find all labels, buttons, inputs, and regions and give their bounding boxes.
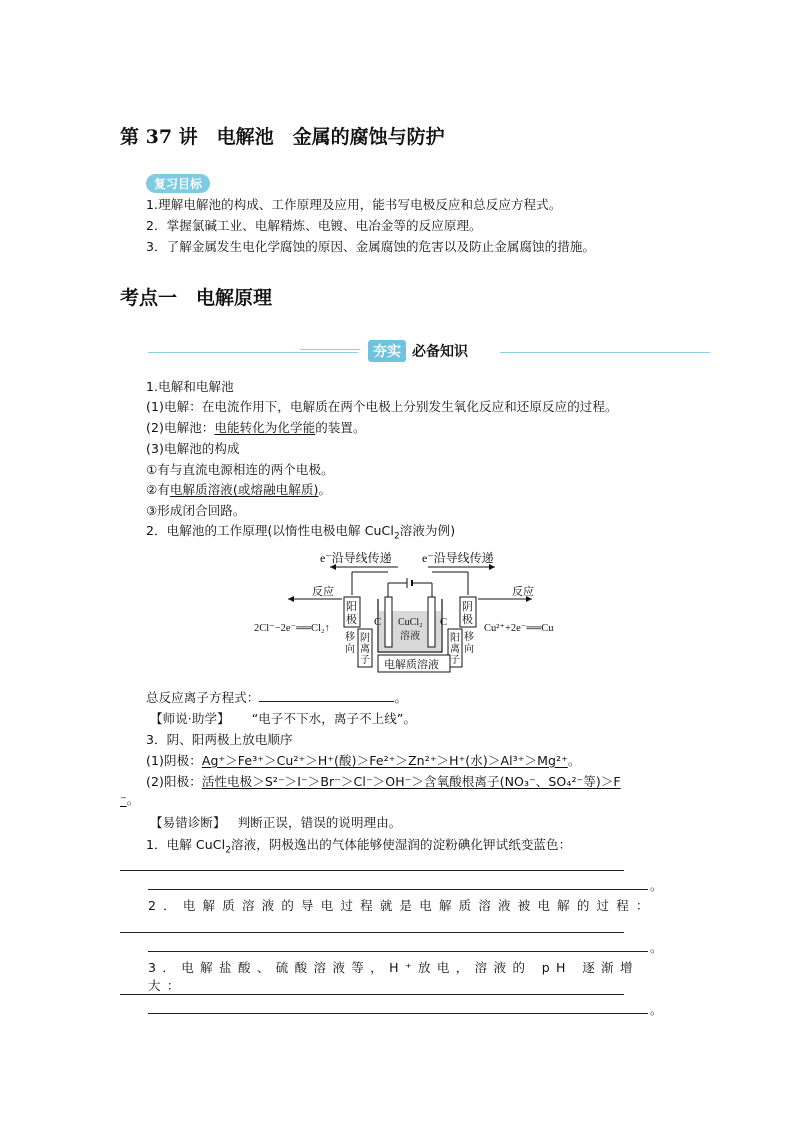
cathode-label-2: 极 (462, 614, 473, 626)
cation-label-1: 阳 (450, 633, 460, 644)
para-2-post: 的装置。 (315, 420, 366, 435)
goal-2: 2．掌握氯碱工业、电解精炼、电镀、电冶金等的反应原理。 (146, 218, 482, 233)
total-blank (259, 690, 394, 702)
total-end: 。 (394, 690, 408, 705)
anode-order (146, 772, 621, 790)
cathode-label-1: 阴 (462, 601, 473, 613)
move-left-2: 向 (345, 644, 355, 655)
react-right-label: 反应 (512, 586, 534, 598)
anode-order-pre: (2)阳极： (146, 774, 202, 789)
banner-rule-left-2 (300, 349, 360, 350)
tip-text: “电子不下水，离子不上线”。 (251, 711, 417, 726)
anion-label-1: 阴 (360, 633, 370, 644)
para-2-answer: 电能转化为化学能 (214, 420, 316, 435)
total-label: 总反应离子方程式： (146, 690, 260, 705)
para-3: (3)电解池的构成 (146, 441, 240, 456)
para-2 (146, 418, 366, 436)
banner-rule-left (148, 352, 358, 353)
question-1-sub: 2 (225, 845, 232, 856)
diagnosis-intro: 判断正误，错误的说明理由。 (237, 815, 402, 830)
anode-equation: 2Cl⁻−2e⁻══Cl₂↑ (254, 623, 330, 634)
answer-line-3a[interactable] (120, 994, 624, 995)
banner-rule-right (500, 352, 710, 353)
c-right-label: C (440, 616, 448, 628)
move-right-2: 向 (464, 644, 474, 655)
question-2 (148, 896, 668, 914)
move-left-1: 移 (345, 632, 355, 643)
review-badge: 复习目标 (146, 174, 210, 193)
answer-line-1a[interactable] (120, 870, 624, 871)
heading-2 (146, 521, 455, 542)
heading-3: 3．阴、阳两极上放电顺序 (146, 732, 293, 747)
condition-2-post: 。 (318, 482, 332, 497)
e-flow-right-label: e⁻沿导线传递 (422, 551, 494, 565)
tip-label: 【师说·助学】 (150, 711, 230, 726)
heading-2-sub: 2 (393, 531, 400, 542)
banner-tag: 夯实 (368, 340, 406, 362)
tip-line (150, 709, 416, 727)
heading-2-post: 溶液为例) (399, 523, 456, 538)
anion-label-3: 子 (360, 655, 370, 666)
anion-label-2: 离 (360, 644, 370, 655)
react-left-label: 反应 (312, 586, 334, 598)
condition-2 (146, 480, 331, 498)
answer-end-3: 。 (650, 1002, 663, 1017)
cathode-rod (428, 597, 435, 647)
bottom-label: 电解质溶液 (384, 659, 439, 671)
heading-2-pre: 2．电解池的工作原理(以惰性电极电解 CuCl (146, 523, 394, 538)
answer-end-1: 。 (650, 878, 663, 893)
anode-rod (385, 597, 392, 647)
cation-label-3: 子 (450, 655, 460, 666)
anode-label-1: 阳 (346, 601, 357, 613)
question-3 (148, 958, 668, 994)
anode-order-end: 。 (126, 792, 140, 807)
e-flow-left-label: e⁻沿导线传递 (320, 551, 392, 565)
diagnosis-head (150, 813, 401, 831)
solution-label-2: 溶液 (400, 631, 420, 642)
banner (368, 340, 500, 362)
anode-order-cont-answer: ⁻ (120, 792, 127, 807)
react-left-arrowhead (288, 596, 294, 602)
answer-line-2b[interactable] (148, 951, 648, 952)
anode-order-cont (120, 790, 139, 808)
diagnosis-label: 【易错诊断】 (150, 815, 226, 830)
solution-label-1: CuCl₂ (398, 617, 423, 628)
total-equation (146, 688, 407, 706)
para-1: (1)电解：在电流作用下，电解质在两个电极上分别发生氧化反应和还原反应的过程。 (146, 399, 618, 414)
lesson-title: 第 37 讲 电解池 金属的腐蚀与防护 (120, 126, 445, 148)
goal-3: 3．了解金属发生电化学腐蚀的原因、金属腐蚀的危害以及防止金属腐蚀的措施。 (146, 239, 596, 254)
cathode-order-pre: (1)阴极： (146, 753, 202, 768)
section-title: 考点一 电解原理 (120, 287, 273, 309)
cathode-order-post: 。 (567, 753, 581, 768)
answer-end-2: 。 (650, 940, 663, 955)
question-1-pre: 1．电解 CuCl (146, 837, 226, 852)
condition-3: ③形成闭合回路。 (146, 503, 246, 518)
cathode-order (146, 751, 580, 769)
anode-order-answer: 活性电极＞S²⁻＞I⁻＞Br⁻＞Cl⁻＞OH⁻＞含氧酸根离子(NO₃⁻、SO₄²⁻等)＞F (201, 774, 621, 789)
move-right-1: 移 (464, 632, 474, 643)
cathode-order-answer: Ag⁺＞Fe³⁺＞Cu²⁺＞H⁺(酸)＞Fe²⁺＞Zn²⁺＞H⁺(水)＞Al³⁺＞Mg²⁺ (201, 753, 568, 768)
para-2-pre: (2)电解池： (146, 420, 215, 435)
question-1-post: 溶液，阴极逸出的气体能够使湿润的淀粉碘化钾试纸变蓝色： (231, 837, 572, 852)
c-left-label: C (374, 616, 382, 628)
goal-1: 1.理解电解池的构成、工作原理及应用，能书写电极反应和总反应方程式。 (146, 197, 562, 212)
electrolysis-diagram (250, 545, 570, 675)
question-3-text: 3．电解盐酸、硫酸溶液等，H⁺放电，溶液的 pH 逐渐增大： (148, 960, 639, 993)
condition-2-answer: 电解质溶液(或熔融电解质) (169, 482, 319, 497)
condition-1: ①有与直流电源相连的两个电极。 (146, 462, 334, 477)
cathode-equation: Cu²⁺+2e⁻══Cu (484, 623, 554, 634)
question-2-text: 2．电解质溶液的导电过程就是电解质溶液被电解的过程： (148, 898, 656, 913)
condition-2-pre: ②有 (146, 482, 170, 497)
answer-line-3b[interactable] (148, 1013, 648, 1014)
anode-label-2: 极 (346, 614, 357, 626)
heading-1: 1.电解和电解池 (146, 379, 234, 394)
banner-label: 必备知识 (412, 344, 468, 360)
question-1 (146, 835, 571, 856)
answer-line-2a[interactable] (120, 932, 624, 933)
answer-line-1b[interactable] (148, 889, 648, 890)
cation-label-2: 离 (450, 644, 460, 655)
